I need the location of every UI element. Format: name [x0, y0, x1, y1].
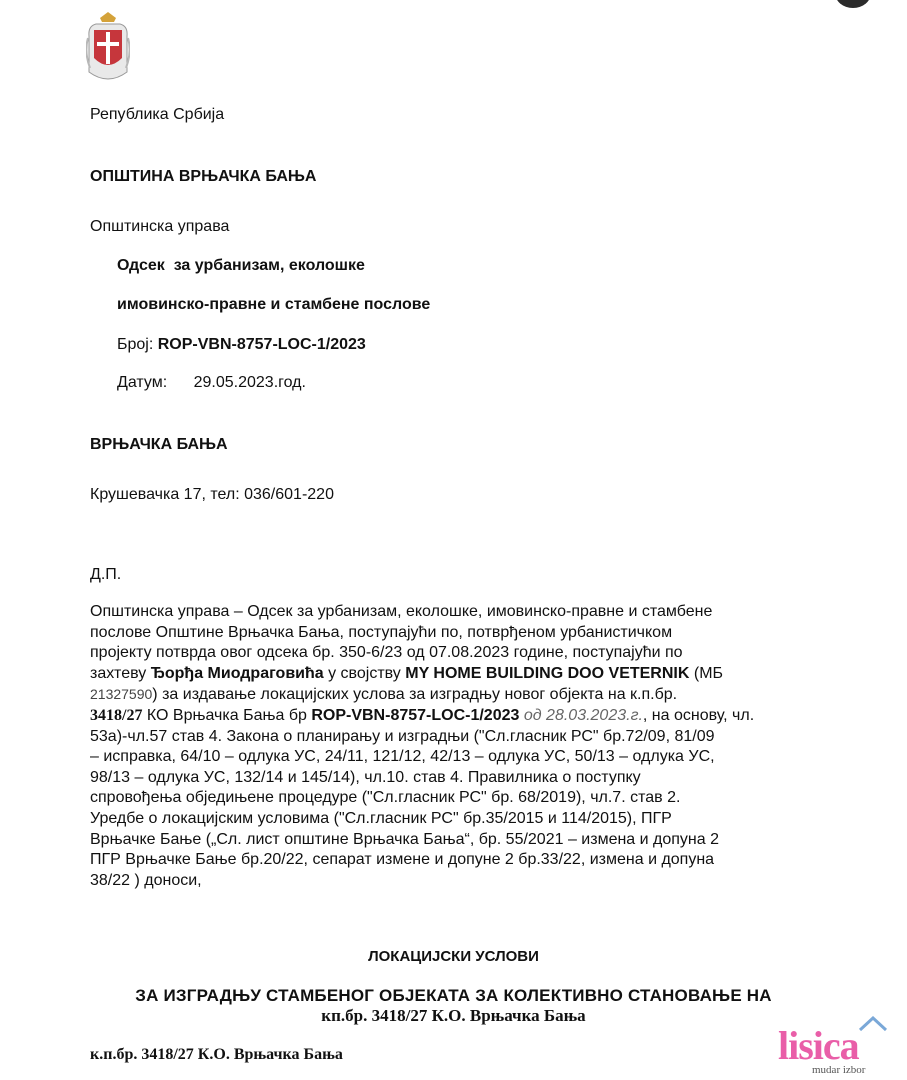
body-text-segment: 3418/27 [90, 706, 143, 724]
body-text-segment: – исправка, 64/10 – одлука УС, 24/11, 121/12, 42/13 – одлука УС, 50/13 – одлука УС, [90, 748, 715, 766]
body-line [90, 643, 780, 664]
document-parcel [0, 1006, 907, 1026]
watermark-roof-icon [858, 1016, 888, 1032]
serbia-coat-of-arms-icon [86, 12, 130, 86]
body-paragraph [90, 602, 780, 891]
corner-overlay-button[interactable] [835, 0, 871, 8]
body-text-segment: КО Врњачка Бања бр [142, 706, 312, 724]
body-text-segment: , на основу, чл. [642, 706, 755, 724]
watermark-word: lisica [778, 1023, 859, 1068]
body-text-segment: 38/22 ) доноси, [90, 871, 202, 889]
case-number-row [117, 336, 366, 354]
watermark-tag: mudar izbor [812, 1064, 866, 1076]
body-line [90, 850, 780, 871]
date-row [117, 374, 306, 392]
body-text-segment: захтеву [90, 664, 151, 682]
body-line [90, 602, 780, 623]
administration-name: Општинска управа [90, 218, 230, 235]
body-line [90, 706, 780, 727]
greeting: Д.П. [90, 566, 122, 583]
body-text-segment: Ђорђа Миодраговића [150, 664, 324, 682]
body-text-segment: ROP-VBN-8757-LOC-1/2023 [311, 706, 520, 724]
body-line [90, 684, 780, 706]
department-line-1: Одсек за урбанизам, еколошке [117, 257, 365, 274]
body-text-segment: у својству [323, 664, 406, 682]
body-text-segment: послове Општине Врњачка Бања, поступајући по, потврђеном урбанистичком [90, 623, 673, 641]
body-line [90, 768, 780, 789]
document-parcel-text: кп.бр. 3418/27 К.О. Врњачка Бања [321, 1006, 586, 1025]
body-text-segment: пројекту потврда овог одсека бр. 350-6/23 од 07.08.2023 године, поступајући по [90, 644, 683, 662]
body-line [90, 788, 780, 809]
body-text-segment: Општинска управа – Одсек за урбанизам, еколошке, имовинско-правне и стамбене [90, 603, 713, 620]
document-title: ЛОКАЦИЈСКИ УСЛОВИ [368, 948, 539, 965]
municipality-name: ОПШТИНА ВРЊАЧКА БАЊА [90, 168, 317, 185]
case-number-value: ROP-VBN-8757-LOC-1/2023 [157, 336, 366, 353]
department-line-2: имовинско-правне и стамбене послове [117, 296, 431, 313]
body-line [90, 664, 780, 685]
footer-parcel: к.п.бр. 3418/27 К.О. Врњачка Бања [90, 1046, 343, 1063]
body-text-segment: ПГР Врњачке Бање бр.20/22, сепарат измене и допуне 2 бр.33/22, измена и допуна [90, 851, 715, 869]
body-line [90, 809, 780, 830]
lisica-watermark [778, 1022, 898, 1080]
body-line [90, 623, 780, 644]
body-line [90, 830, 780, 851]
body-line [90, 871, 780, 892]
body-text-segment: (МБ [689, 664, 724, 682]
case-number-label: Број: [117, 336, 154, 353]
address-street: Крушевачка 17, тел: 036/601-220 [90, 486, 334, 503]
address-city: ВРЊАЧКА БАЊА [90, 436, 228, 453]
body-text-segment: 21327590 [90, 686, 153, 703]
body-text-segment: Уредбе о локацијским условима ("Сл.гласник РС" бр.35/2015 и 114/2015), ПГР [90, 809, 672, 827]
body-text-segment: MY HOME BUILDING DOO VETERNIK [405, 664, 690, 682]
country-name: Република Србија [90, 106, 225, 123]
body-text-segment: Врњачке Бање („Сл. лист општине Врњачка Бања“, бр. 55/2021 – измена и допуна 2 [90, 830, 719, 848]
body-text-segment: 53а)-чл.57 став 4. Закона о планирању и изградњи ("Сл.гласник РС" бр.72/09, 81/09 [90, 727, 715, 745]
body-line [90, 747, 780, 768]
body-text-segment: од 28.03.2023.г. [523, 706, 643, 724]
body-text-segment: 98/13 – одлука УС, 132/14 и 145/14), чл.10. став 4. Правилника о поступку [90, 768, 641, 786]
body-line [90, 727, 780, 748]
body-text-segment: спровођења обједињене процедуре ("Сл.гласник РС" бр. 68/2019), чл.7. став 2. [90, 789, 681, 807]
document-subtitle: ЗА ИЗГРАДЊУ СТАМБЕНОГ ОБЈЕКАТА ЗА КОЛЕКТИВНО СТАНОВАЊЕ НА [135, 986, 772, 1005]
date-label: Датум: [117, 374, 168, 391]
date-value: 29.05.2023.год. [193, 374, 306, 391]
body-text-segment: ) за издавање локацијских услова за изградњу новог објекта на к.п.бр. [152, 686, 678, 704]
